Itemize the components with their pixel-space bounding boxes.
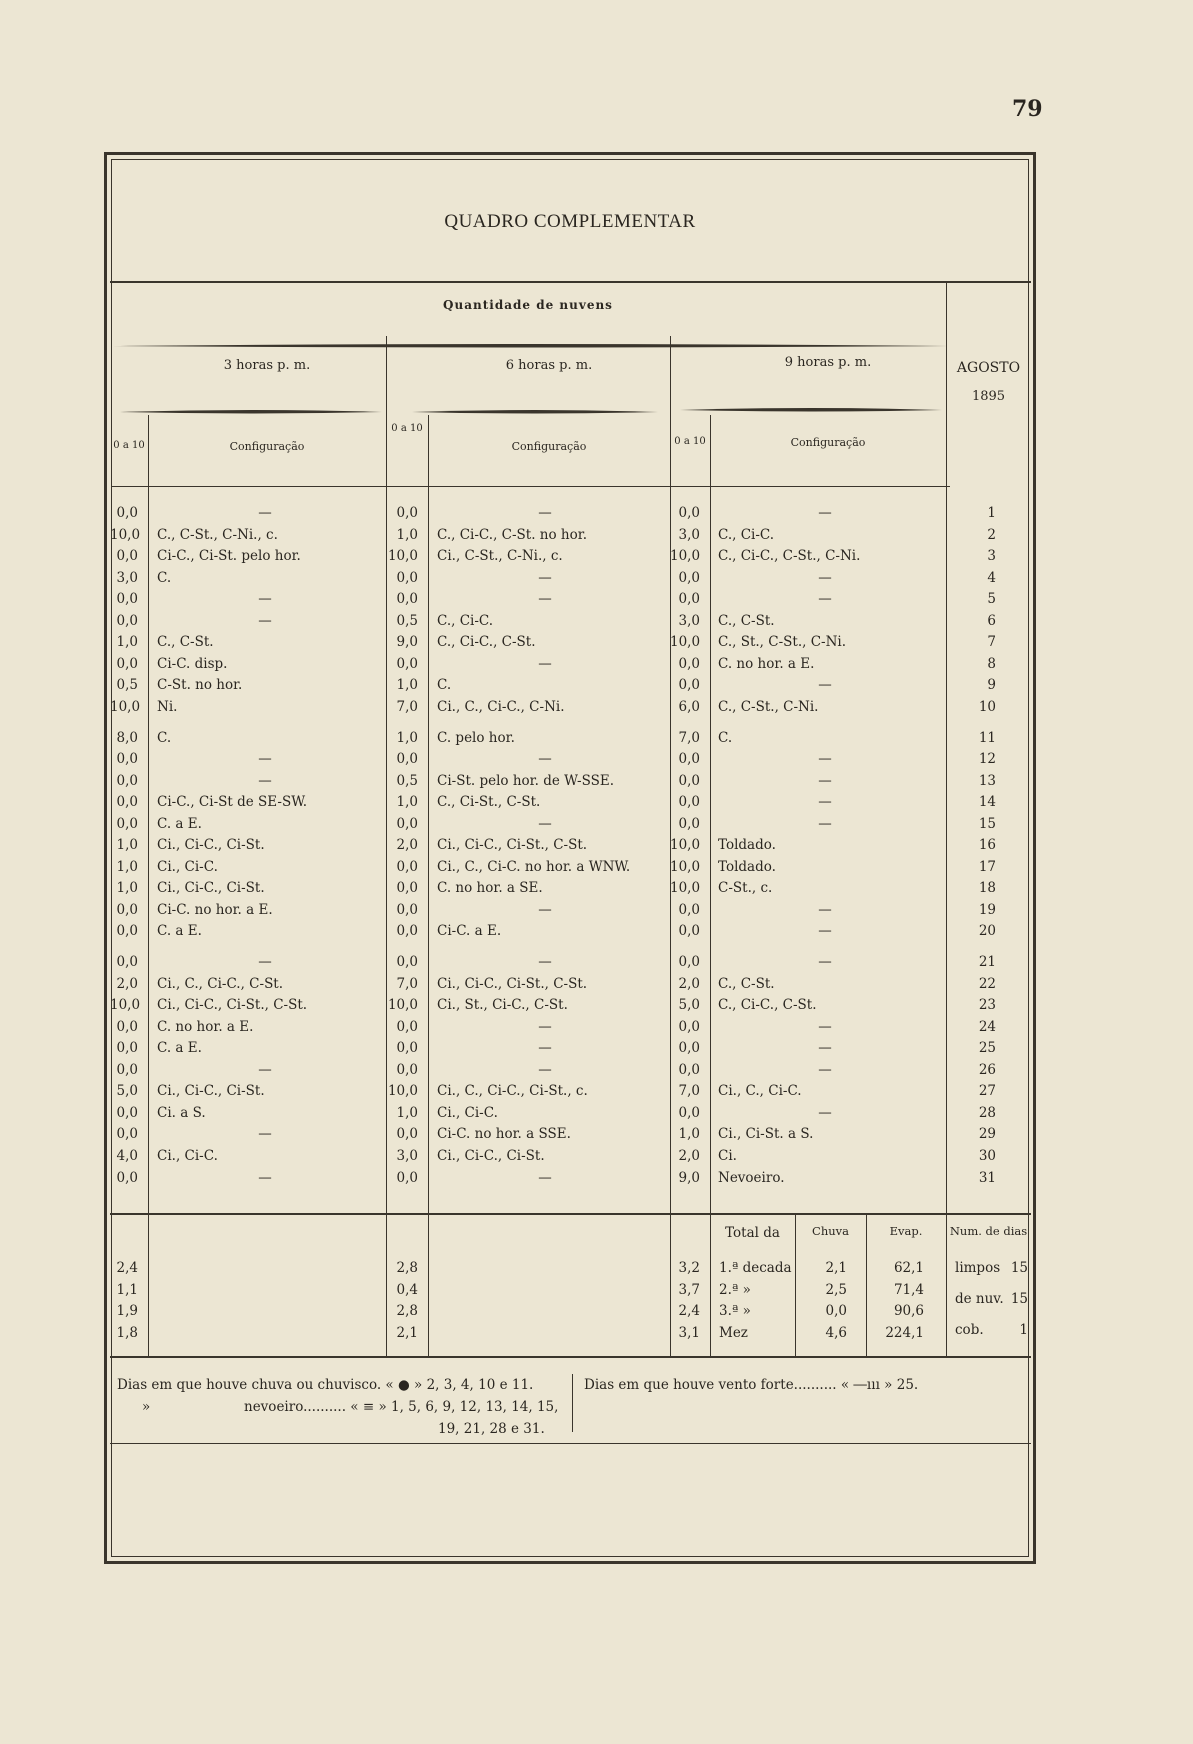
- row-value-3pm: 1,0: [116, 858, 138, 875]
- row-day: 14: [978, 794, 996, 811]
- config-header: Configuração: [790, 436, 866, 449]
- row-config-3pm: —: [258, 1126, 272, 1143]
- row-value-6pm: 0,0: [396, 1018, 418, 1035]
- row-config-3pm: Ci., Ci-C., Ci-St.: [157, 1083, 265, 1100]
- row-value-9pm: 0,0: [678, 901, 700, 918]
- row-day: 20: [978, 923, 996, 940]
- row-config-9pm: Ci.: [718, 1147, 737, 1164]
- summary-evap: 71,4: [893, 1281, 924, 1298]
- row-config-6pm: —: [538, 505, 552, 521]
- summary-evap: 90,6: [893, 1303, 924, 1319]
- row-value-9pm: 0,0: [678, 815, 700, 832]
- row-config-3pm: C. a E.: [157, 1040, 202, 1057]
- row-value-3pm: 8,0: [116, 729, 138, 746]
- num-dias-header: Num. de dias: [949, 1224, 1028, 1238]
- row-config-6pm: Ci-St. pelo hor. de W-SSE.: [437, 772, 614, 789]
- row-value-9pm: 6,0: [678, 698, 700, 715]
- row-value-3pm: 0,0: [116, 548, 138, 565]
- row-value-6pm: 1,0: [396, 729, 418, 746]
- row-day: 15: [978, 815, 996, 832]
- row-config-6pm: C., Ci-C., C-St.: [437, 634, 536, 651]
- row-value-9pm: 10,0: [670, 548, 701, 565]
- row-value-3pm: 3,0: [116, 569, 138, 586]
- row-config-9pm: C. no hor. a E.: [718, 655, 815, 672]
- row-value-3pm: 0,0: [116, 923, 138, 940]
- scale-header: 0 a 10: [113, 440, 145, 451]
- table-title: QUADRO COMPLEMENTAR: [444, 211, 696, 232]
- row-config-6pm: Ci., Ci-C., Ci-St.: [437, 1147, 545, 1164]
- row-config-3pm: C.: [157, 569, 172, 586]
- row-value-9pm: 5,0: [678, 997, 700, 1014]
- row-day: 23: [978, 997, 996, 1014]
- evap-header: Evap.: [889, 1224, 923, 1238]
- row-value-3pm: 0,0: [116, 794, 138, 811]
- row-config-9pm: —: [818, 1061, 832, 1078]
- row-config-3pm: C-St. no hor.: [157, 677, 243, 694]
- row-value-6pm: 7,0: [396, 698, 418, 715]
- config-header: Configuração: [229, 440, 305, 453]
- row-value-9pm: 1,0: [678, 1126, 700, 1143]
- row-value-3pm: 0,0: [116, 612, 138, 629]
- summary-9pm: 3,2: [678, 1260, 700, 1276]
- decorative-rule: [120, 400, 382, 406]
- row-value-6pm: 1,0: [396, 526, 418, 543]
- row-config-3pm: Ci., Ci-C., Ci-St.: [157, 837, 265, 854]
- scale-header: 0 a 10: [391, 423, 423, 434]
- row-value-3pm: 0,0: [116, 772, 138, 789]
- row-value-3pm: 1,0: [116, 634, 138, 651]
- summary-6pm: 2,8: [396, 1260, 418, 1276]
- summary-chuva: 2,1: [825, 1260, 847, 1276]
- row-day: 3: [987, 548, 996, 565]
- summary-3pm: 1,8: [116, 1324, 138, 1341]
- header-top-rule: [110, 281, 1031, 283]
- row-value-9pm: 0,0: [678, 794, 700, 811]
- summary-period: 1.ª decada: [719, 1260, 792, 1276]
- column-rule: [148, 415, 149, 1356]
- row-day: 4: [987, 569, 996, 586]
- row-day: 25: [978, 1040, 996, 1057]
- row-config-6pm: C., Ci-C.: [437, 612, 494, 629]
- row-value-9pm: 0,0: [678, 1040, 700, 1057]
- row-config-9pm: —: [818, 1018, 832, 1035]
- rain-days: Dias em que houve chuva ou chuvisco. « ● » 2, 3, 4, 10 e 11.: [117, 1377, 534, 1393]
- row-value-3pm: 0,0: [116, 1169, 138, 1186]
- row-value-9pm: 7,0: [678, 1083, 700, 1100]
- summary-9pm: 3,1: [678, 1324, 700, 1341]
- scale-header: 0 a 10: [674, 436, 706, 447]
- row-config-3pm: Ci., Ci-C., Ci-St., C-St.: [157, 997, 308, 1014]
- fog-days: nevoeiro.......... « ≡ » 1, 5, 6, 9, 12, 13, 14, 15,: [244, 1399, 559, 1415]
- row-config-3pm: —: [258, 954, 272, 970]
- row-config-9pm: C., C-St.: [718, 612, 775, 629]
- fog-days-cont: 19, 21, 28 e 31.: [438, 1421, 545, 1437]
- row-value-6pm: 0,5: [396, 612, 418, 629]
- row-value-6pm: 0,0: [396, 655, 418, 672]
- row-value-9pm: 0,0: [678, 505, 700, 521]
- row-day: 22: [978, 975, 996, 992]
- row-day: 19: [978, 901, 996, 918]
- row-config-9pm: C., St., C-St., C-Ni.: [718, 634, 847, 651]
- summary-3pm: 2,4: [116, 1260, 138, 1276]
- summary-chuva: 0,0: [825, 1303, 847, 1319]
- row-config-6pm: —: [538, 815, 552, 832]
- row-day: 5: [987, 591, 996, 608]
- row-value-6pm: 0,0: [396, 954, 418, 970]
- row-value-6pm: 9,0: [396, 634, 418, 651]
- wind-days: Dias em que houve vento forte.......... « ―ııı » 25.: [584, 1377, 919, 1393]
- row-config-9pm: C., Ci-C.: [718, 526, 775, 543]
- row-day: 1: [987, 505, 996, 521]
- row-config-9pm: Toldado.: [718, 837, 776, 854]
- row-config-9pm: —: [818, 794, 832, 811]
- row-value-3pm: 0,0: [116, 1126, 138, 1143]
- row-day: 6: [987, 612, 996, 629]
- row-value-6pm: 0,0: [396, 880, 418, 897]
- row-value-3pm: 0,0: [116, 655, 138, 672]
- summary-3pm: 1,1: [116, 1281, 138, 1298]
- row-config-6pm: Ci., Ci-C., Ci-St., C-St.: [437, 975, 588, 992]
- row-config-9pm: Toldado.: [718, 858, 776, 875]
- row-value-3pm: 0,0: [116, 505, 138, 521]
- row-config-6pm: C., Ci-St., C-St.: [437, 794, 541, 811]
- row-config-3pm: —: [258, 1169, 272, 1186]
- summary-6pm: 2,1: [396, 1324, 418, 1341]
- row-value-9pm: 10,0: [670, 880, 701, 897]
- row-value-9pm: 0,0: [678, 591, 700, 608]
- summary-evap: 224,1: [885, 1324, 924, 1341]
- row-value-6pm: 0,0: [396, 569, 418, 586]
- row-config-6pm: —: [538, 1018, 552, 1035]
- summary-9pm: 3,7: [678, 1281, 700, 1298]
- row-value-6pm: 0,0: [396, 923, 418, 940]
- row-value-9pm: 2,0: [678, 1147, 700, 1164]
- row-value-6pm: 10,0: [387, 997, 418, 1014]
- limpos-count: 15: [1010, 1260, 1028, 1276]
- row-config-6pm: Ci., Ci-C.: [437, 1104, 498, 1121]
- row-config-3pm: Ci-C. disp.: [157, 655, 228, 672]
- row-value-6pm: 1,0: [396, 794, 418, 811]
- footer-divider: [572, 1374, 573, 1432]
- row-value-9pm: 0,0: [678, 1061, 700, 1078]
- column-rule: [428, 415, 429, 1356]
- row-day: 21: [978, 954, 996, 970]
- row-config-3pm: Ci. a S.: [157, 1104, 206, 1121]
- row-value-6pm: 10,0: [387, 1083, 418, 1100]
- nuv-count: 15: [1010, 1291, 1028, 1307]
- row-day: 18: [978, 880, 996, 897]
- chuva-header: Chuva: [812, 1224, 849, 1238]
- row-value-6pm: 0,0: [396, 591, 418, 608]
- row-day: 9: [987, 677, 996, 694]
- row-value-3pm: 10,0: [110, 997, 141, 1014]
- row-value-6pm: 0,0: [396, 505, 418, 521]
- row-day: 26: [978, 1061, 996, 1078]
- row-value-3pm: 2,0: [116, 975, 138, 992]
- row-config-6pm: —: [538, 1061, 552, 1078]
- row-value-9pm: 10,0: [670, 837, 701, 854]
- row-config-9pm: C., Ci-C., C-St., C-Ni.: [718, 548, 861, 565]
- fog-marker: »: [142, 1399, 151, 1415]
- year-header: 1895: [971, 389, 1006, 404]
- row-config-3pm: —: [258, 751, 272, 768]
- row-day: 17: [978, 858, 996, 875]
- row-value-6pm: 0,5: [396, 772, 418, 789]
- row-config-6pm: Ci., C., Ci-C., C-Ni.: [437, 698, 565, 715]
- row-value-9pm: 0,0: [678, 1104, 700, 1121]
- row-config-6pm: C. pelo hor.: [437, 729, 515, 746]
- row-config-3pm: Ni.: [157, 698, 178, 715]
- row-day: 13: [978, 772, 996, 789]
- row-day: 11: [978, 729, 996, 746]
- total-label: Total da: [725, 1225, 780, 1241]
- row-value-9pm: 0,0: [678, 677, 700, 694]
- footer-bottom-rule: [110, 1443, 1031, 1444]
- config-header: Configuração: [511, 440, 587, 453]
- row-value-6pm: 0,0: [396, 751, 418, 768]
- decorative-rule: [680, 398, 942, 404]
- nuv-label: de nuv.: [955, 1291, 1004, 1307]
- row-config-9pm: Ci., Ci-St. a S.: [718, 1126, 814, 1143]
- row-config-6pm: —: [538, 954, 552, 970]
- body-bottom-rule: [110, 1213, 1031, 1215]
- row-config-9pm: —: [818, 901, 832, 918]
- row-value-6pm: 0,0: [396, 858, 418, 875]
- row-config-3pm: Ci-C., Ci-St. pelo hor.: [157, 548, 301, 565]
- row-config-3pm: Ci., Ci-C.: [157, 1147, 218, 1164]
- row-value-6pm: 0,0: [396, 1040, 418, 1057]
- summary-period: 2.ª »: [719, 1281, 751, 1298]
- row-day: 10: [978, 698, 996, 715]
- row-config-3pm: Ci., C., Ci-C., C-St.: [157, 975, 284, 992]
- row-config-6pm: —: [538, 569, 552, 586]
- row-config-6pm: —: [538, 655, 552, 672]
- row-value-3pm: 0,0: [116, 815, 138, 832]
- row-value-9pm: 3,0: [678, 526, 700, 543]
- row-config-3pm: Ci., Ci-C.: [157, 858, 218, 875]
- row-config-9pm: —: [818, 923, 832, 940]
- row-config-3pm: C. no hor. a E.: [157, 1018, 254, 1035]
- row-config-3pm: C. a E.: [157, 923, 202, 940]
- row-value-3pm: 0,0: [116, 901, 138, 918]
- row-config-3pm: C., C-St.: [157, 634, 214, 651]
- row-value-3pm: 0,0: [116, 1018, 138, 1035]
- cob-label: cob.: [955, 1322, 984, 1338]
- row-value-9pm: 0,0: [678, 954, 700, 970]
- summary-6pm: 2,8: [396, 1303, 418, 1319]
- row-config-6pm: C., Ci-C., C-St. no hor.: [437, 526, 587, 543]
- row-config-6pm: Ci-C. a E.: [437, 923, 502, 940]
- row-value-6pm: 3,0: [396, 1147, 418, 1164]
- row-value-9pm: 9,0: [678, 1169, 700, 1186]
- row-day: 2: [987, 526, 996, 543]
- row-day: 7: [987, 634, 996, 651]
- row-value-6pm: 1,0: [396, 1104, 418, 1121]
- row-day: 29: [978, 1126, 996, 1143]
- row-config-9pm: —: [818, 677, 832, 694]
- row-value-3pm: 1,0: [116, 837, 138, 854]
- row-config-3pm: —: [258, 505, 272, 521]
- row-config-6pm: —: [538, 1169, 552, 1186]
- row-value-6pm: 2,0: [396, 837, 418, 854]
- row-value-3pm: 1,0: [116, 880, 138, 897]
- summary-9pm: 2,4: [678, 1303, 700, 1319]
- row-config-9pm: —: [818, 505, 832, 521]
- row-config-9pm: C-St., c.: [718, 880, 773, 897]
- row-config-6pm: —: [538, 591, 552, 608]
- row-day: 24: [978, 1018, 996, 1035]
- row-config-9pm: —: [818, 815, 832, 832]
- row-value-6pm: 10,0: [387, 548, 418, 565]
- summary-period: 3.ª »: [719, 1303, 751, 1319]
- row-config-6pm: Ci-C. no hor. a SSE.: [437, 1126, 571, 1143]
- summary-6pm: 0,4: [396, 1281, 418, 1298]
- time-header-6pm: 6 horas p. m.: [505, 358, 593, 373]
- row-value-6pm: 0,0: [396, 815, 418, 832]
- row-config-6pm: C.: [437, 677, 452, 694]
- row-value-9pm: 10,0: [670, 858, 701, 875]
- row-config-9pm: —: [818, 954, 832, 970]
- summary-period: Mez: [719, 1324, 748, 1341]
- row-config-9pm: C., C-St., C-Ni.: [718, 698, 819, 715]
- row-value-6pm: 0,0: [396, 1126, 418, 1143]
- row-value-3pm: 5,0: [116, 1083, 138, 1100]
- row-day: 8: [987, 655, 996, 672]
- row-value-9pm: 0,0: [678, 655, 700, 672]
- row-config-6pm: Ci., Ci-C., Ci-St., C-St.: [437, 837, 588, 854]
- row-config-9pm: C., Ci-C., C-St.: [718, 997, 817, 1014]
- row-config-6pm: —: [538, 751, 552, 768]
- row-config-6pm: Ci., C., Ci-C., Ci-St., c.: [437, 1083, 588, 1100]
- summary-3pm: 1,9: [116, 1303, 138, 1319]
- row-config-9pm: C.: [718, 729, 733, 746]
- row-value-3pm: 0,0: [116, 954, 138, 970]
- limpos-label: limpos: [955, 1260, 1001, 1276]
- row-config-6pm: C. no hor. a SE.: [437, 880, 543, 897]
- row-value-6pm: 0,0: [396, 901, 418, 918]
- row-value-3pm: 0,0: [116, 1061, 138, 1078]
- row-config-6pm: Ci., C., Ci-C. no hor. a WNW.: [437, 858, 631, 875]
- decorative-rule: [112, 334, 948, 340]
- row-value-9pm: 0,0: [678, 923, 700, 940]
- row-value-9pm: 0,0: [678, 772, 700, 789]
- summary-bottom-rule: [110, 1356, 1031, 1358]
- summary-chuva: 4,6: [825, 1324, 847, 1341]
- row-config-6pm: —: [538, 1040, 552, 1057]
- row-value-3pm: 10,0: [110, 526, 141, 543]
- row-config-3pm: —: [258, 1061, 272, 1078]
- row-day: 16: [978, 837, 996, 854]
- row-value-9pm: 2,0: [678, 975, 700, 992]
- row-config-9pm: C., C-St.: [718, 975, 775, 992]
- row-day: 30: [978, 1147, 996, 1164]
- row-value-6pm: 7,0: [396, 975, 418, 992]
- row-value-3pm: 4,0: [116, 1147, 138, 1164]
- decorative-rule: [412, 400, 658, 406]
- column-rule: [710, 415, 711, 1356]
- row-value-3pm: 0,0: [116, 591, 138, 608]
- row-value-3pm: 10,0: [110, 698, 141, 715]
- row-config-9pm: —: [818, 591, 832, 608]
- header-bottom-rule: [112, 486, 950, 487]
- row-value-9pm: 0,0: [678, 1018, 700, 1035]
- row-config-6pm: Ci., St., Ci-C., C-St.: [437, 997, 568, 1014]
- row-config-6pm: —: [538, 901, 552, 918]
- row-value-6pm: 0,0: [396, 1169, 418, 1186]
- row-config-6pm: Ci., C-St., C-Ni., c.: [437, 548, 563, 565]
- row-value-9pm: 10,0: [670, 634, 701, 651]
- row-config-9pm: Ci., C., Ci-C.: [718, 1083, 802, 1100]
- row-config-9pm: Nevoeiro.: [718, 1169, 785, 1186]
- row-day: 28: [978, 1104, 996, 1121]
- row-day: 31: [978, 1169, 996, 1186]
- row-value-9pm: 3,0: [678, 612, 700, 629]
- row-config-9pm: —: [818, 751, 832, 768]
- row-config-3pm: Ci-C., Ci-St de SE-SW.: [157, 794, 307, 811]
- row-config-9pm: —: [818, 772, 832, 789]
- row-day: 12: [978, 751, 996, 768]
- row-config-3pm: C.: [157, 729, 172, 746]
- row-config-9pm: —: [818, 1040, 832, 1057]
- time-header-9pm: 9 horas p. m.: [784, 355, 872, 370]
- month-header: AGOSTO: [956, 360, 1021, 376]
- row-value-3pm: 0,0: [116, 1104, 138, 1121]
- time-header-3pm: 3 horas p. m.: [223, 358, 311, 373]
- group-header: Quantidade de nuvens: [443, 298, 613, 312]
- row-config-9pm: —: [818, 569, 832, 586]
- row-config-3pm: Ci., Ci-C., Ci-St.: [157, 880, 265, 897]
- row-config-3pm: —: [258, 591, 272, 608]
- row-value-3pm: 0,0: [116, 751, 138, 768]
- row-config-3pm: —: [258, 772, 272, 789]
- cob-count: 1: [1019, 1322, 1028, 1338]
- row-value-9pm: 7,0: [678, 729, 700, 746]
- row-value-3pm: 0,0: [116, 1040, 138, 1057]
- summary-evap: 62,1: [893, 1260, 924, 1276]
- row-config-3pm: C. a E.: [157, 815, 202, 832]
- row-config-3pm: C., C-St., C-Ni., c.: [157, 526, 278, 543]
- row-value-3pm: 0,5: [116, 677, 138, 694]
- row-config-3pm: —: [258, 612, 272, 629]
- summary-chuva: 2,5: [825, 1281, 847, 1298]
- row-value-9pm: 0,0: [678, 569, 700, 586]
- row-config-3pm: Ci-C. no hor. a E.: [157, 901, 273, 918]
- row-config-9pm: —: [818, 1104, 832, 1121]
- row-value-6pm: 1,0: [396, 677, 418, 694]
- row-day: 27: [978, 1083, 996, 1100]
- row-value-6pm: 0,0: [396, 1061, 418, 1078]
- row-value-9pm: 0,0: [678, 751, 700, 768]
- page-number: 79: [1012, 96, 1043, 122]
